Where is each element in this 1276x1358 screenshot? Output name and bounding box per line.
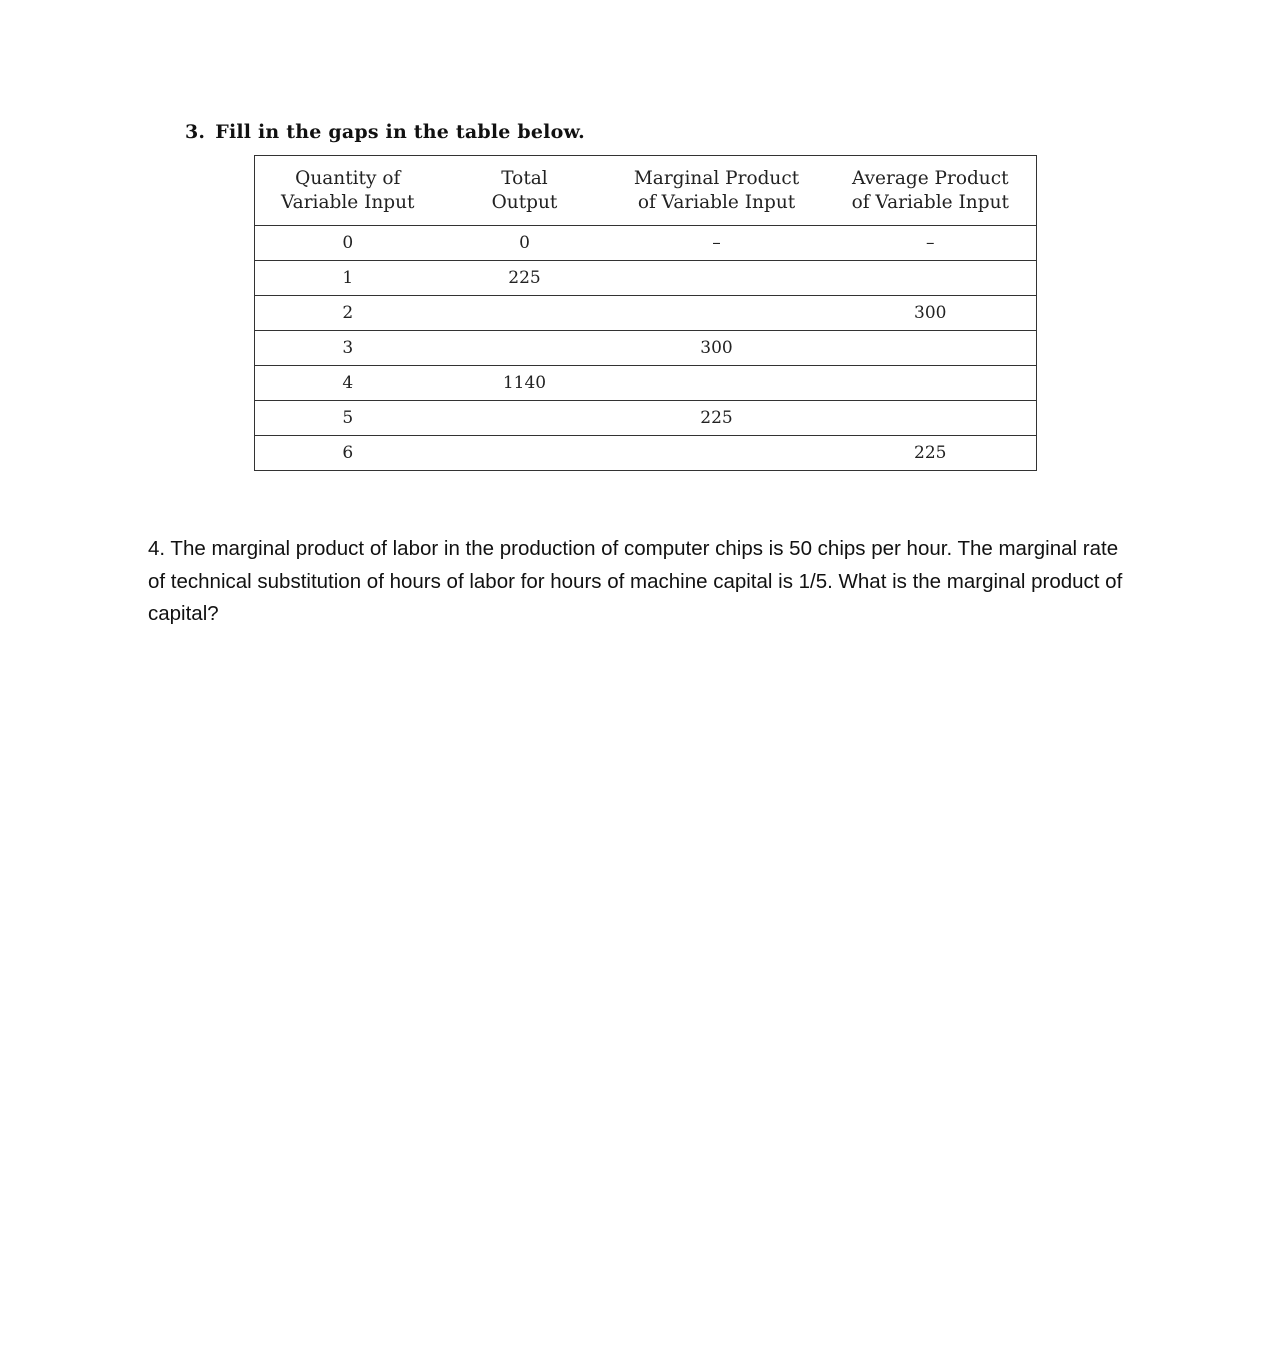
table-row [255, 296, 1037, 331]
table-row [255, 331, 1037, 366]
cell-quantity: 2 [342, 303, 354, 323]
cell-average-product [825, 401, 1037, 436]
cell-quantity: 0 [342, 233, 354, 253]
cell-marginal-product [609, 366, 825, 401]
cell-quantity: 5 [342, 408, 354, 428]
header-line: of Variable Input [637, 191, 796, 213]
header-quantity-of-variable-input [255, 156, 441, 226]
cell-quantity: 6 [342, 443, 354, 463]
cell-marginal-product [609, 296, 825, 331]
cell-total-output [441, 296, 609, 331]
table-header [255, 156, 1037, 226]
cell-total-output [441, 331, 609, 366]
cell-total-output: 0 [519, 233, 530, 253]
table-row [255, 261, 1037, 296]
cell-average-product [825, 366, 1037, 401]
table-row [255, 366, 1037, 401]
cell-average-product [825, 331, 1037, 366]
question-4-text: 4. The marginal product of labor in the production of computer chips is 50 chips per hour. The marginal rate of technical substitution of hours of labor for hours of machine capital is 1/5. What is the marginal product of capital? [148, 537, 1123, 625]
header-line: Quantity of [295, 167, 401, 189]
header-line: Variable Input [281, 191, 415, 213]
header-total-output [441, 156, 609, 226]
production-table-container [254, 155, 1036, 471]
cell-average-product: 225 [914, 443, 947, 463]
cell-marginal-product: 225 [700, 408, 733, 428]
cell-marginal-product [609, 261, 825, 296]
cell-marginal-product: – [712, 233, 721, 253]
cell-quantity: 3 [342, 338, 354, 358]
production-table [254, 155, 1037, 471]
header-average-product [825, 156, 1037, 226]
question-3-prompt: Fill in the gaps in the table below. [215, 121, 585, 143]
question-3-title [185, 121, 585, 143]
header-line: Total [501, 167, 548, 189]
cell-quantity: 4 [342, 373, 354, 393]
cell-total-output: 225 [508, 268, 541, 288]
cell-average-product: 300 [914, 303, 947, 323]
cell-total-output [441, 436, 609, 471]
table-header-row [255, 156, 1037, 226]
table-body [255, 226, 1037, 471]
question-3-number: 3. [185, 121, 206, 143]
header-line: Average Product [851, 167, 1009, 189]
header-line: Marginal Product [633, 167, 800, 189]
cell-average-product: – [926, 233, 935, 253]
cell-total-output [441, 401, 609, 436]
table-row [255, 436, 1037, 471]
cell-marginal-product: 300 [700, 338, 733, 358]
cell-average-product [825, 261, 1037, 296]
header-line: Output [491, 191, 558, 213]
cell-quantity: 1 [342, 268, 354, 288]
header-line: of Variable Input [851, 191, 1009, 213]
header-marginal-product [609, 156, 825, 226]
table-row [255, 226, 1037, 261]
cell-total-output: 1140 [502, 373, 547, 393]
cell-marginal-product [609, 436, 825, 471]
table-row [255, 401, 1037, 436]
